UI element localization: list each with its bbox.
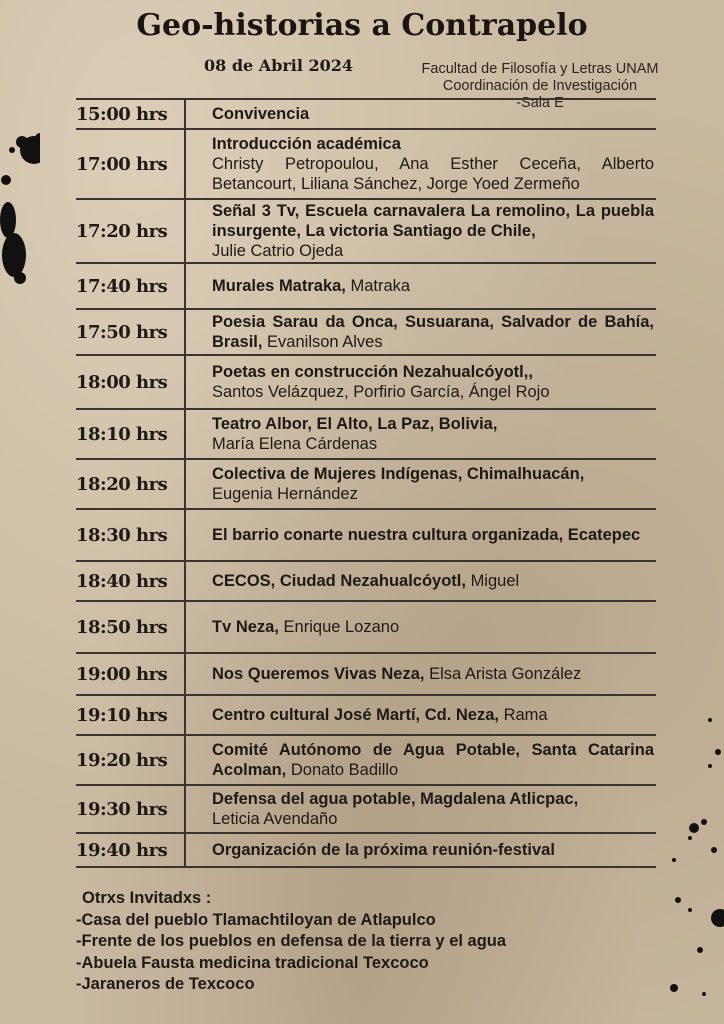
guests-section <box>76 888 506 996</box>
event-title: Defensa del agua potable, Magdalena Atlicpac, <box>212 790 579 808</box>
schedule-time: 17:50 hrs <box>76 310 186 354</box>
schedule-row <box>76 200 656 264</box>
event-people: Evanilson Alves <box>267 333 383 351</box>
schedule-row <box>76 264 656 310</box>
schedule-row <box>76 786 656 834</box>
schedule-time: 19:40 hrs <box>76 834 186 866</box>
event-title: CECOS, Ciudad Nezahualcóyotl, <box>212 572 466 590</box>
schedule-row <box>76 602 656 654</box>
schedule-event <box>186 654 656 694</box>
event-people: Leticia Avendaño <box>212 810 338 828</box>
event-title: Señal 3 Tv, Escuela carnavalera La remolino, La puebla insurgente, La victoria Santiago de Chile, <box>212 202 654 240</box>
page-title: Geo-historias a Contrapelo <box>136 8 588 43</box>
institution-line: Coordinación de Investigación <box>442 78 638 94</box>
event-title: Teatro Albor, El Alto, La Paz, Bolivia, <box>212 415 498 433</box>
schedule-row <box>76 130 656 200</box>
schedule-time: 19:30 hrs <box>76 786 186 832</box>
event-title: Poetas en construcción Nezahualcóyotl,, <box>212 363 533 381</box>
schedule-row <box>76 100 656 130</box>
schedule-row <box>76 736 656 786</box>
event-title: Convivencia <box>212 105 310 123</box>
ink-splatter-left <box>0 120 40 290</box>
schedule-row <box>76 460 656 510</box>
event-people: Christy Petropoulou, Ana Esther Ceceña, Alberto Betancourt, Liliana Sánchez, Jorge Yoed Zermeño <box>212 155 654 193</box>
schedule-event <box>186 356 656 408</box>
schedule-row <box>76 510 656 562</box>
guest-item: -Abuela Fausta medicina tradicional Texcoco <box>76 953 429 972</box>
event-title: El barrio conarte nuestra cultura organizada, Ecatepec <box>212 526 641 544</box>
institution-line: Facultad de Filosofía y Letras UNAM <box>421 61 659 77</box>
event-people: Santos Velázquez, Porfirio García, Ángel Rojo <box>212 383 550 401</box>
schedule-event <box>186 562 656 600</box>
schedule-event <box>186 460 656 508</box>
schedule-row <box>76 310 656 356</box>
event-people: Julie Catrio Ojeda <box>212 242 344 260</box>
schedule-time: 18:10 hrs <box>76 410 186 458</box>
schedule-event <box>186 510 656 560</box>
schedule-row <box>76 696 656 736</box>
schedule-row <box>76 654 656 696</box>
guest-item: -Frente de los pueblos en defensa de la tierra y el agua <box>76 932 507 950</box>
schedule-event <box>186 696 656 734</box>
schedule-time: 18:20 hrs <box>76 460 186 508</box>
event-people: Donato Badillo <box>290 761 399 779</box>
schedule-row <box>76 356 656 410</box>
event-people: Enrique Lozano <box>283 618 400 636</box>
event-title: Tv Neza, <box>212 618 279 636</box>
event-title: Nos Queremos Vivas Neza, <box>212 665 425 683</box>
schedule-time: 19:20 hrs <box>76 736 186 784</box>
schedule-time: 17:40 hrs <box>76 264 186 308</box>
event-date: 08 de Abril 2024 <box>204 56 354 75</box>
guest-item: -Jaraneros de Texcoco <box>76 975 255 993</box>
schedule-time: 17:20 hrs <box>76 200 186 262</box>
schedule-time: 17:00 hrs <box>76 130 186 198</box>
guest-item: -Casa del pueblo Tlamachtiloyan de Atlapulco <box>76 910 436 929</box>
event-people: María Elena Cárdenas <box>212 435 378 453</box>
ink-splatter-right <box>660 710 724 1010</box>
schedule-time: 18:30 hrs <box>76 510 186 560</box>
schedule-event <box>186 310 656 354</box>
event-title: Introducción académica <box>212 135 401 153</box>
event-title: Organización de la próxima reunión-festival <box>212 841 555 859</box>
schedule-event <box>186 100 656 128</box>
schedule-row <box>76 410 656 460</box>
schedule-time: 18:40 hrs <box>76 562 186 600</box>
schedule-time: 18:50 hrs <box>76 602 186 652</box>
schedule-event <box>186 786 656 832</box>
event-people: Matraka <box>350 277 411 295</box>
schedule-event <box>186 834 656 866</box>
event-title: Comité Autónomo de Agua Potable, Santa Catarina Acolman, <box>212 741 654 779</box>
event-title: Colectiva de Mujeres Indígenas, Chimalhuacán, <box>212 465 585 483</box>
event-people: Eugenia Hernández <box>212 485 358 503</box>
institution-line: -Sala E <box>516 95 564 111</box>
schedule-table <box>76 98 656 868</box>
schedule-event <box>186 200 656 262</box>
schedule-row <box>76 562 656 602</box>
schedule-time: 19:00 hrs <box>76 654 186 694</box>
guests-title: Otrxs Invitadxs : <box>82 889 212 907</box>
event-people: Elsa Arista González <box>429 665 582 683</box>
event-people: Miguel <box>470 572 520 590</box>
event-people: Rama <box>503 706 548 724</box>
schedule-event <box>186 130 656 198</box>
event-title: Centro cultural José Martí, Cd. Neza, <box>212 706 499 724</box>
event-title: Poesia Sarau da Onca, Susuarana, Salvador de Bahía, Brasil, <box>212 313 654 351</box>
schedule-time: 19:10 hrs <box>76 696 186 734</box>
schedule-event <box>186 410 656 458</box>
schedule-row <box>76 834 656 868</box>
schedule-event <box>186 264 656 308</box>
schedule-time: 15:00 hrs <box>76 100 186 128</box>
event-title: Murales Matraka, <box>212 277 346 295</box>
schedule-time: 18:00 hrs <box>76 356 186 408</box>
schedule-event <box>186 602 656 652</box>
schedule-event <box>186 736 656 784</box>
